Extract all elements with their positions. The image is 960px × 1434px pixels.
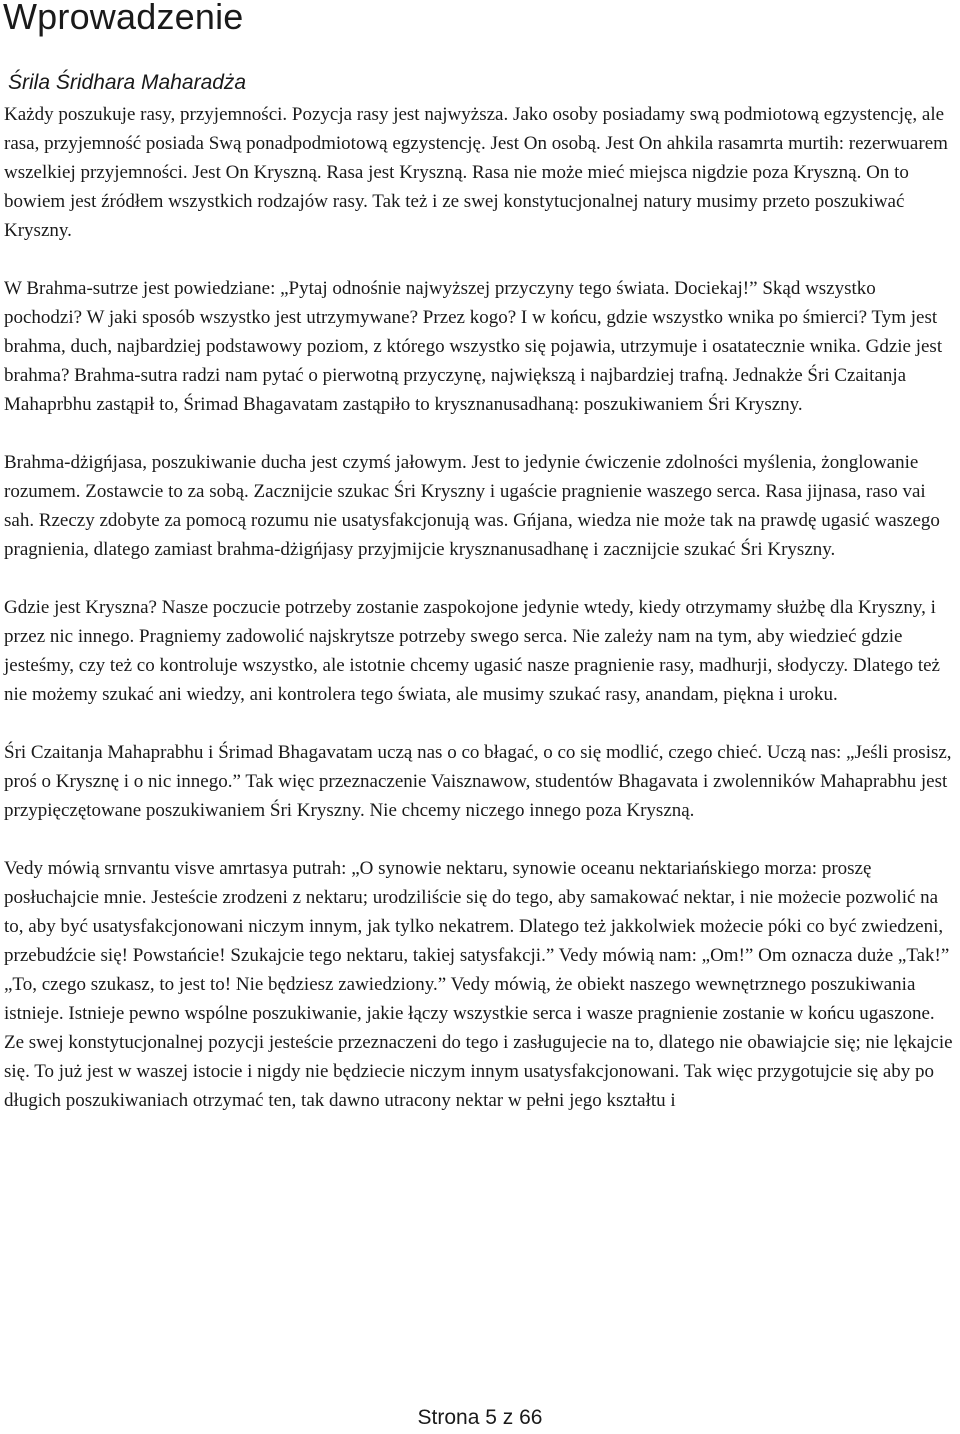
author-subtitle: Śrila Śridhara Maharadża	[8, 71, 247, 94]
paragraph-2: W Brahma-sutrze jest powiedziane: „Pytaj odnośnie najwyższej przyczyny tego świata. Dociekaj!” Skąd wszystko pochodzi? W jaki sposób wszystko jest utrzymywane? Przez kogo? I w końcu, gdzie wszystko wnika po śmierci? Tym jest brahma, duch, najbardziej podstawowy poziom, z którego wszystko się pojawia, utrzymuje i osatatecznie wnika. Gdzie jest brahma? Brahma-sutra radzi nam pytać o pierwotną przyczynę, największą i najbardziej trafną. Jednakże Śri Czaitanja Mahaprbhu zastąpił to, Śrimad Bhagavatam zastąpiło to krysznanusadhaną: poszukiwaniem Śri Kryszny.	[4, 278, 943, 415]
page-number-footer: Strona 5 z 66	[417, 1406, 543, 1429]
page-title: Wprowadzenie	[3, 0, 244, 37]
paragraph-4: Gdzie jest Kryszna? Nasze poczucie potrzeby zostanie zaspokojone jedynie wtedy, kiedy otrzymamy służbę dla Kryszny, i przez nic innego. Pragniemy zadowolić najskrytsze potrzeby swego serca. Nie zależy nam na tym, aby wiedzieć gdzie jesteśmy, czy też co kontroluje wszystko, ale istotnie chcemy ugasić nasze pragnienie rasy, madhurji, słodyczy. Dlatego też nie możemy szukać ani wiedzy, ani kontrolera tego świata, ale musimy szukać rasy, anandam, piękna i uroku.	[4, 597, 940, 705]
paragraph-6: Vedy mówią srnvantu visve amrtasya putrah: „O synowie nektaru, synowie oceanu nektariańskiego morza: proszę posłuchajcie mnie. Jesteście zrodzeni z nektaru; urodziliście się do tego, aby samakować nektar, i nie możecie pozwolić na to, aby być usatysfakcjonowani niczym innym, jak tylko nekatrem. Dlatego też jakkolwiek możecie póki co być zwiedzeni, przebudźcie się! Powstańcie! Szukajcie tego nektaru, takiej satysfakcji.” Vedy mówią nam: „Om!” Om oznacza duże „Tak!” „To, czego szukasz, to jest to! Nie będziesz zawiedziony.” Vedy mówią, że obiekt naszego wewnętrznego poszukiwania istnieje. Istnieje pewno wspólne poszukiwanie, jakie łączy wszystkie serca i wasze pragnienie zostanie w końcu ugaszone. Ze swej konstytucjonalnej pozycji jesteście przeznaczeni do tego i zasługujecie na to, dlatego nie obawiajcie się; nie lękajcie się. To już jest w waszej istocie i nigdy nie będziecie niczym innym usatysfakcjonowani. Tak więc przygotujcie się aby po długich poszukiwaniach otrzymać ten, tak dawno utracony nektar w pełni jego kształtu i	[4, 858, 953, 1111]
paragraph-5: Śri Czaitanja Mahaprabhu i Śrimad Bhagavatam uczą nas o co błagać, o co się modlić, czego chieć. Uczą nas: „Jeśli prosisz, proś o Krysznę i o nic innego.” Tak więc przeznaczenie Vaisznawow, studentów Bhagavata i zwolenników Mahaprabhu jest przypięczętowane poszukiwaniem Śri Kryszny. Nie chcemy niczego innego poza Kryszną.	[4, 742, 952, 821]
paragraph-1: Każdy poszukuje rasy, przyjemności. Pozycja rasy jest najwyższa. Jako osoby posiadamy swą podmiotową egzystencję, ale rasa, przyjemność posiada Swą ponadpodmiotową egzystencję. Jest On osobą. Jest On ahkila rasamrta murtih: rezerwuarem wszelkiej przyjemności. Jest On Kryszną. Rasa jest Kryszną. Rasa nie może mieć miejsca nigdzie poza Kryszną. On to bowiem jest źródłem wszystkich rodzajów rasy. Tak też i ze swej konstytucjonalnej natury musimy przeto poszukiwać Kryszny.	[4, 104, 948, 241]
document-body	[4, 100, 958, 1144]
paragraph-3: Brahma-dżigńjasa, poszukiwanie ducha jest czymś jałowym. Jest to jedynie ćwiczenie zdolności myślenia, żonglowanie rozumem. Zostawcie to za sobą. Zacznijcie szukac Śri Kryszny i ugaście pragnienie waszego serca. Rasa jijnasa, raso vai sah. Rzeczy zdobyte za pomocą rozumu nie usatysfakcjonują was. Gńjana, wiedza nie może tak na prawdę ugasić waszego pragnienia, dlatego zamiast brahma-dżigńjasy przyjmijcie krysznanusadhanę i zacznijcie szukać Śri Kryszny.	[4, 452, 940, 560]
